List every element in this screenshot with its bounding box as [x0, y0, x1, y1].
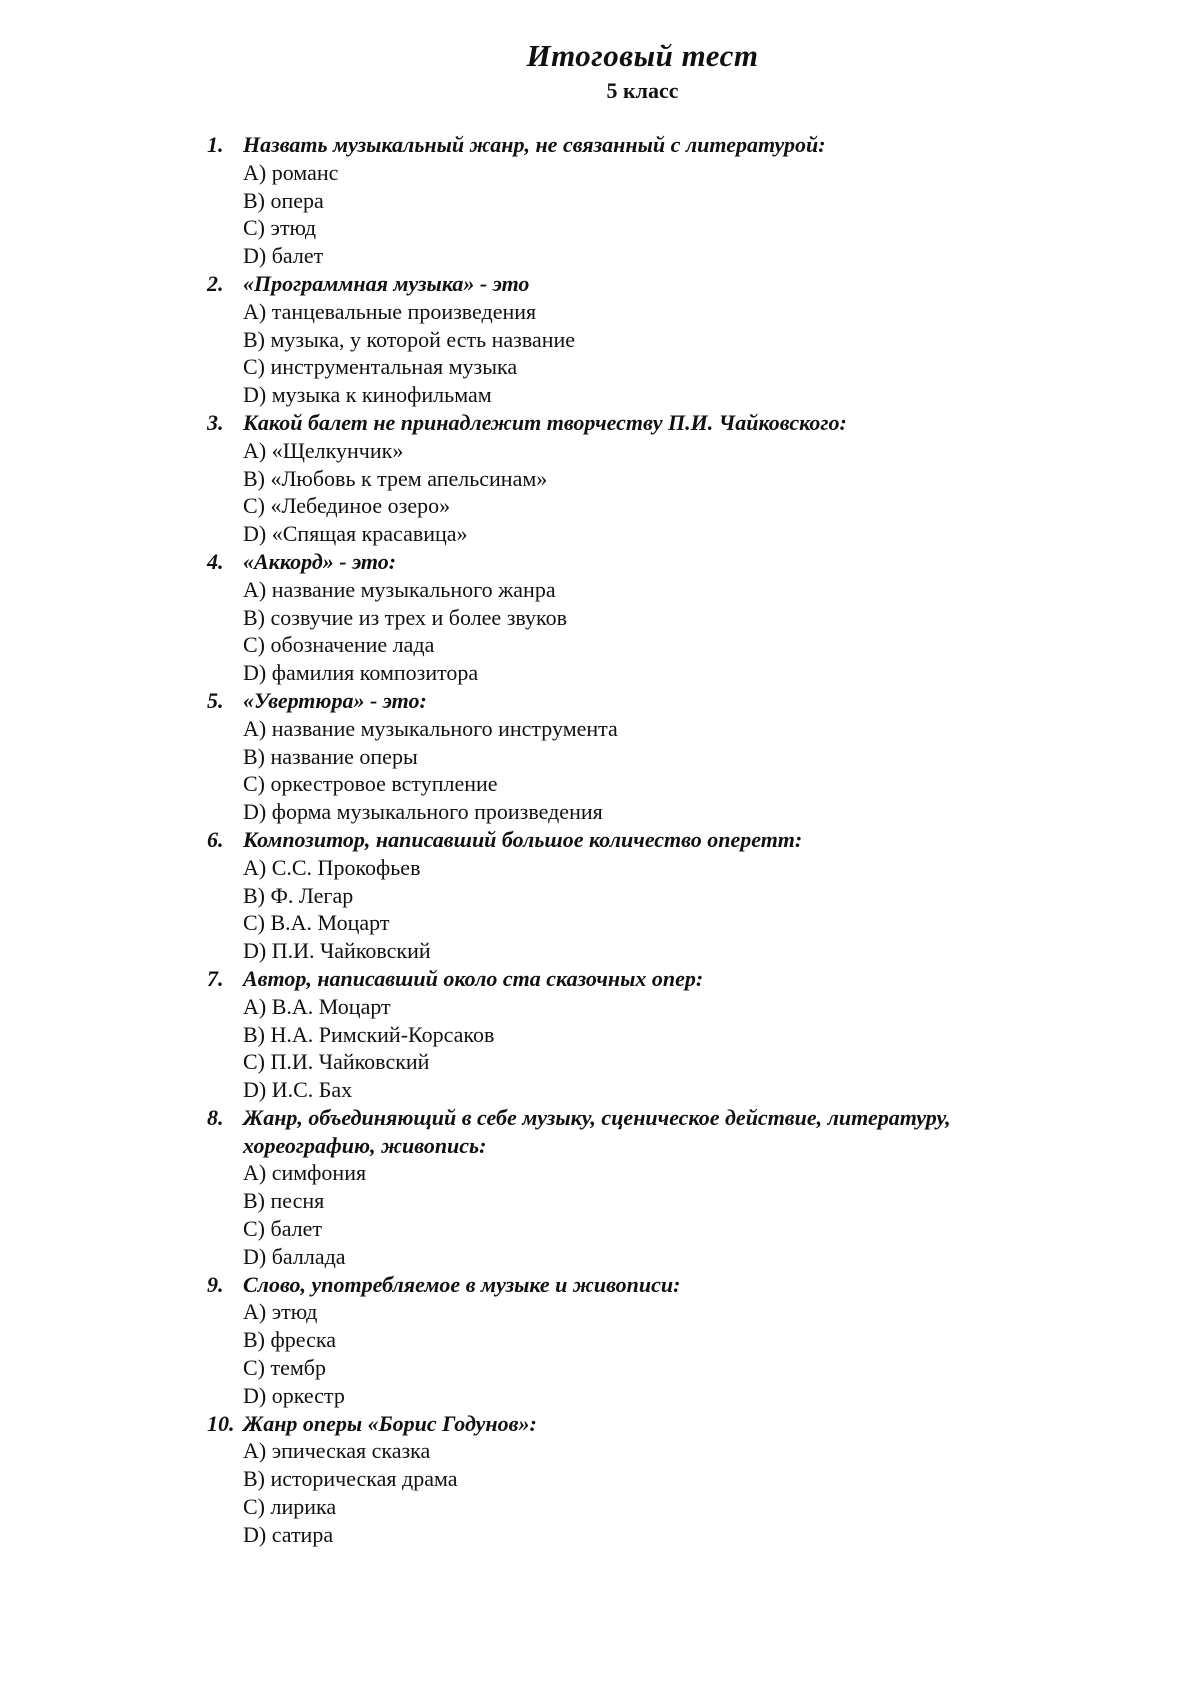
question-item [207, 1104, 1087, 1271]
question-heading [207, 548, 1087, 576]
question-text: Какой балет не принадлежит творчеству П.И. Чайковского: [243, 409, 847, 435]
answer-option: B) Н.А. Римский-Корсаков [243, 1021, 495, 1047]
question-number: 2. [207, 270, 224, 296]
question-item [207, 1271, 1087, 1410]
question-text: Композитор, написавший большое количество оперетт: [243, 826, 803, 852]
answer-options [207, 993, 1087, 1104]
question-item [207, 1410, 1087, 1549]
question-item [207, 965, 1087, 1104]
question-number: 8. [207, 1104, 224, 1130]
answer-option: B) опера [243, 187, 324, 213]
question-heading [207, 1104, 1087, 1160]
question-item [207, 826, 1087, 965]
question-number: 6. [207, 826, 224, 852]
question-text: Жанр, объединяющий в себе музыку, сценическое действие, литературу, хореографию, живопись: [243, 1104, 951, 1158]
answer-option: C) балет [243, 1216, 323, 1242]
answer-options [207, 854, 1087, 965]
answer-option: C) П.И. Чайковский [243, 1049, 430, 1075]
answer-options [207, 1437, 1087, 1548]
answer-option: D) фамилия композитора [243, 660, 479, 686]
answer-option: D) П.И. Чайковский [243, 938, 431, 964]
answer-option: B) Ф. Легар [243, 882, 354, 908]
answer-option: A) название музыкального инструмента [243, 715, 618, 741]
question-text: Жанр оперы «Борис Годунов»: [243, 1410, 537, 1436]
question-heading [207, 965, 1087, 993]
question-text: «Программная музыка» - это [243, 270, 530, 296]
answer-option: A) танцевальные произведения [243, 298, 537, 324]
answer-options [207, 437, 1087, 548]
question-number: 3. [207, 409, 224, 435]
answer-options [207, 1159, 1087, 1270]
answer-option: B) песня [243, 1188, 325, 1214]
answer-options [207, 715, 1087, 826]
answer-option: A) В.А. Моцарт [243, 993, 391, 1019]
answer-option: D) музыка к кинофильмам [243, 382, 492, 408]
answer-option: B) музыка, у которой есть название [243, 326, 576, 352]
question-number: 4. [207, 548, 224, 574]
answer-option: B) «Любовь к трем апельсинам» [243, 465, 548, 491]
question-heading [207, 270, 1087, 298]
question-number: 1. [207, 132, 224, 157]
answer-option: D) оркестр [243, 1382, 345, 1408]
question-text: Автор, написавший около ста сказочных опер: [243, 965, 704, 991]
question-heading [207, 131, 1087, 159]
answer-option: C) оркестровое вступление [243, 771, 498, 797]
answer-option: A) романс [243, 159, 339, 185]
answer-option: D) «Спящая красавица» [243, 521, 468, 547]
answer-option: C) лирика [243, 1494, 337, 1520]
question-text: «Аккорд» - это: [243, 548, 397, 574]
question-text: «Увертюра» - это: [243, 687, 427, 713]
question-heading [207, 687, 1087, 715]
answer-option: B) название оперы [243, 743, 418, 769]
answer-option: C) тембр [243, 1355, 326, 1381]
answer-option: A) этюд [243, 1299, 318, 1325]
answer-option: A) симфония [243, 1160, 367, 1186]
question-heading [207, 1271, 1087, 1299]
answer-option: D) форма музыкального произведения [243, 799, 603, 825]
answer-options [207, 298, 1087, 409]
question-text: Слово, употребляемое в музыке и живописи: [243, 1271, 681, 1297]
question-item [207, 270, 1087, 409]
answer-option: A) название музыкального жанра [243, 576, 556, 602]
question-number: 9. [207, 1271, 224, 1297]
question-item [207, 131, 1087, 270]
question-number: 5. [207, 687, 224, 713]
answer-option: A) «Щелкунчик» [243, 437, 404, 463]
answer-options [207, 576, 1087, 687]
question-heading [207, 826, 1087, 854]
question-item [207, 548, 1087, 687]
answer-option: D) сатира [243, 1521, 334, 1547]
answer-option: A) эпическая сказка [243, 1438, 431, 1464]
answer-option: C) «Лебединое озеро» [243, 493, 451, 519]
answer-option: A) С.С. Прокофьев [243, 854, 421, 880]
answer-option: C) В.А. Моцарт [243, 910, 390, 936]
answer-option: B) историческая драма [243, 1466, 458, 1492]
question-heading [207, 1410, 1087, 1438]
answer-options [207, 159, 1087, 270]
answer-option: C) обозначение лада [243, 632, 435, 658]
question-number: 10. [207, 1410, 235, 1436]
page-subtitle: 5 класс [606, 78, 679, 103]
answer-option: C) инструментальная музыка [243, 354, 518, 380]
question-number: 7. [207, 965, 224, 991]
answer-option: B) фреска [243, 1327, 336, 1353]
question-item [207, 409, 1087, 548]
page-title: Итоговый тест [526, 38, 759, 73]
answer-option: D) баллада [243, 1243, 346, 1269]
answer-option: D) И.С. Бах [243, 1077, 353, 1103]
answer-option: D) балет [243, 243, 324, 269]
question-heading [207, 409, 1087, 437]
answer-options [207, 1298, 1087, 1409]
answer-option: C) этюд [243, 215, 317, 241]
question-list [207, 131, 1087, 1549]
question-text: Назвать музыкальный жанр, не связанный с литературой: [243, 132, 826, 157]
answer-option: B) созвучие из трех и более звуков [243, 604, 567, 630]
question-item [207, 687, 1087, 826]
